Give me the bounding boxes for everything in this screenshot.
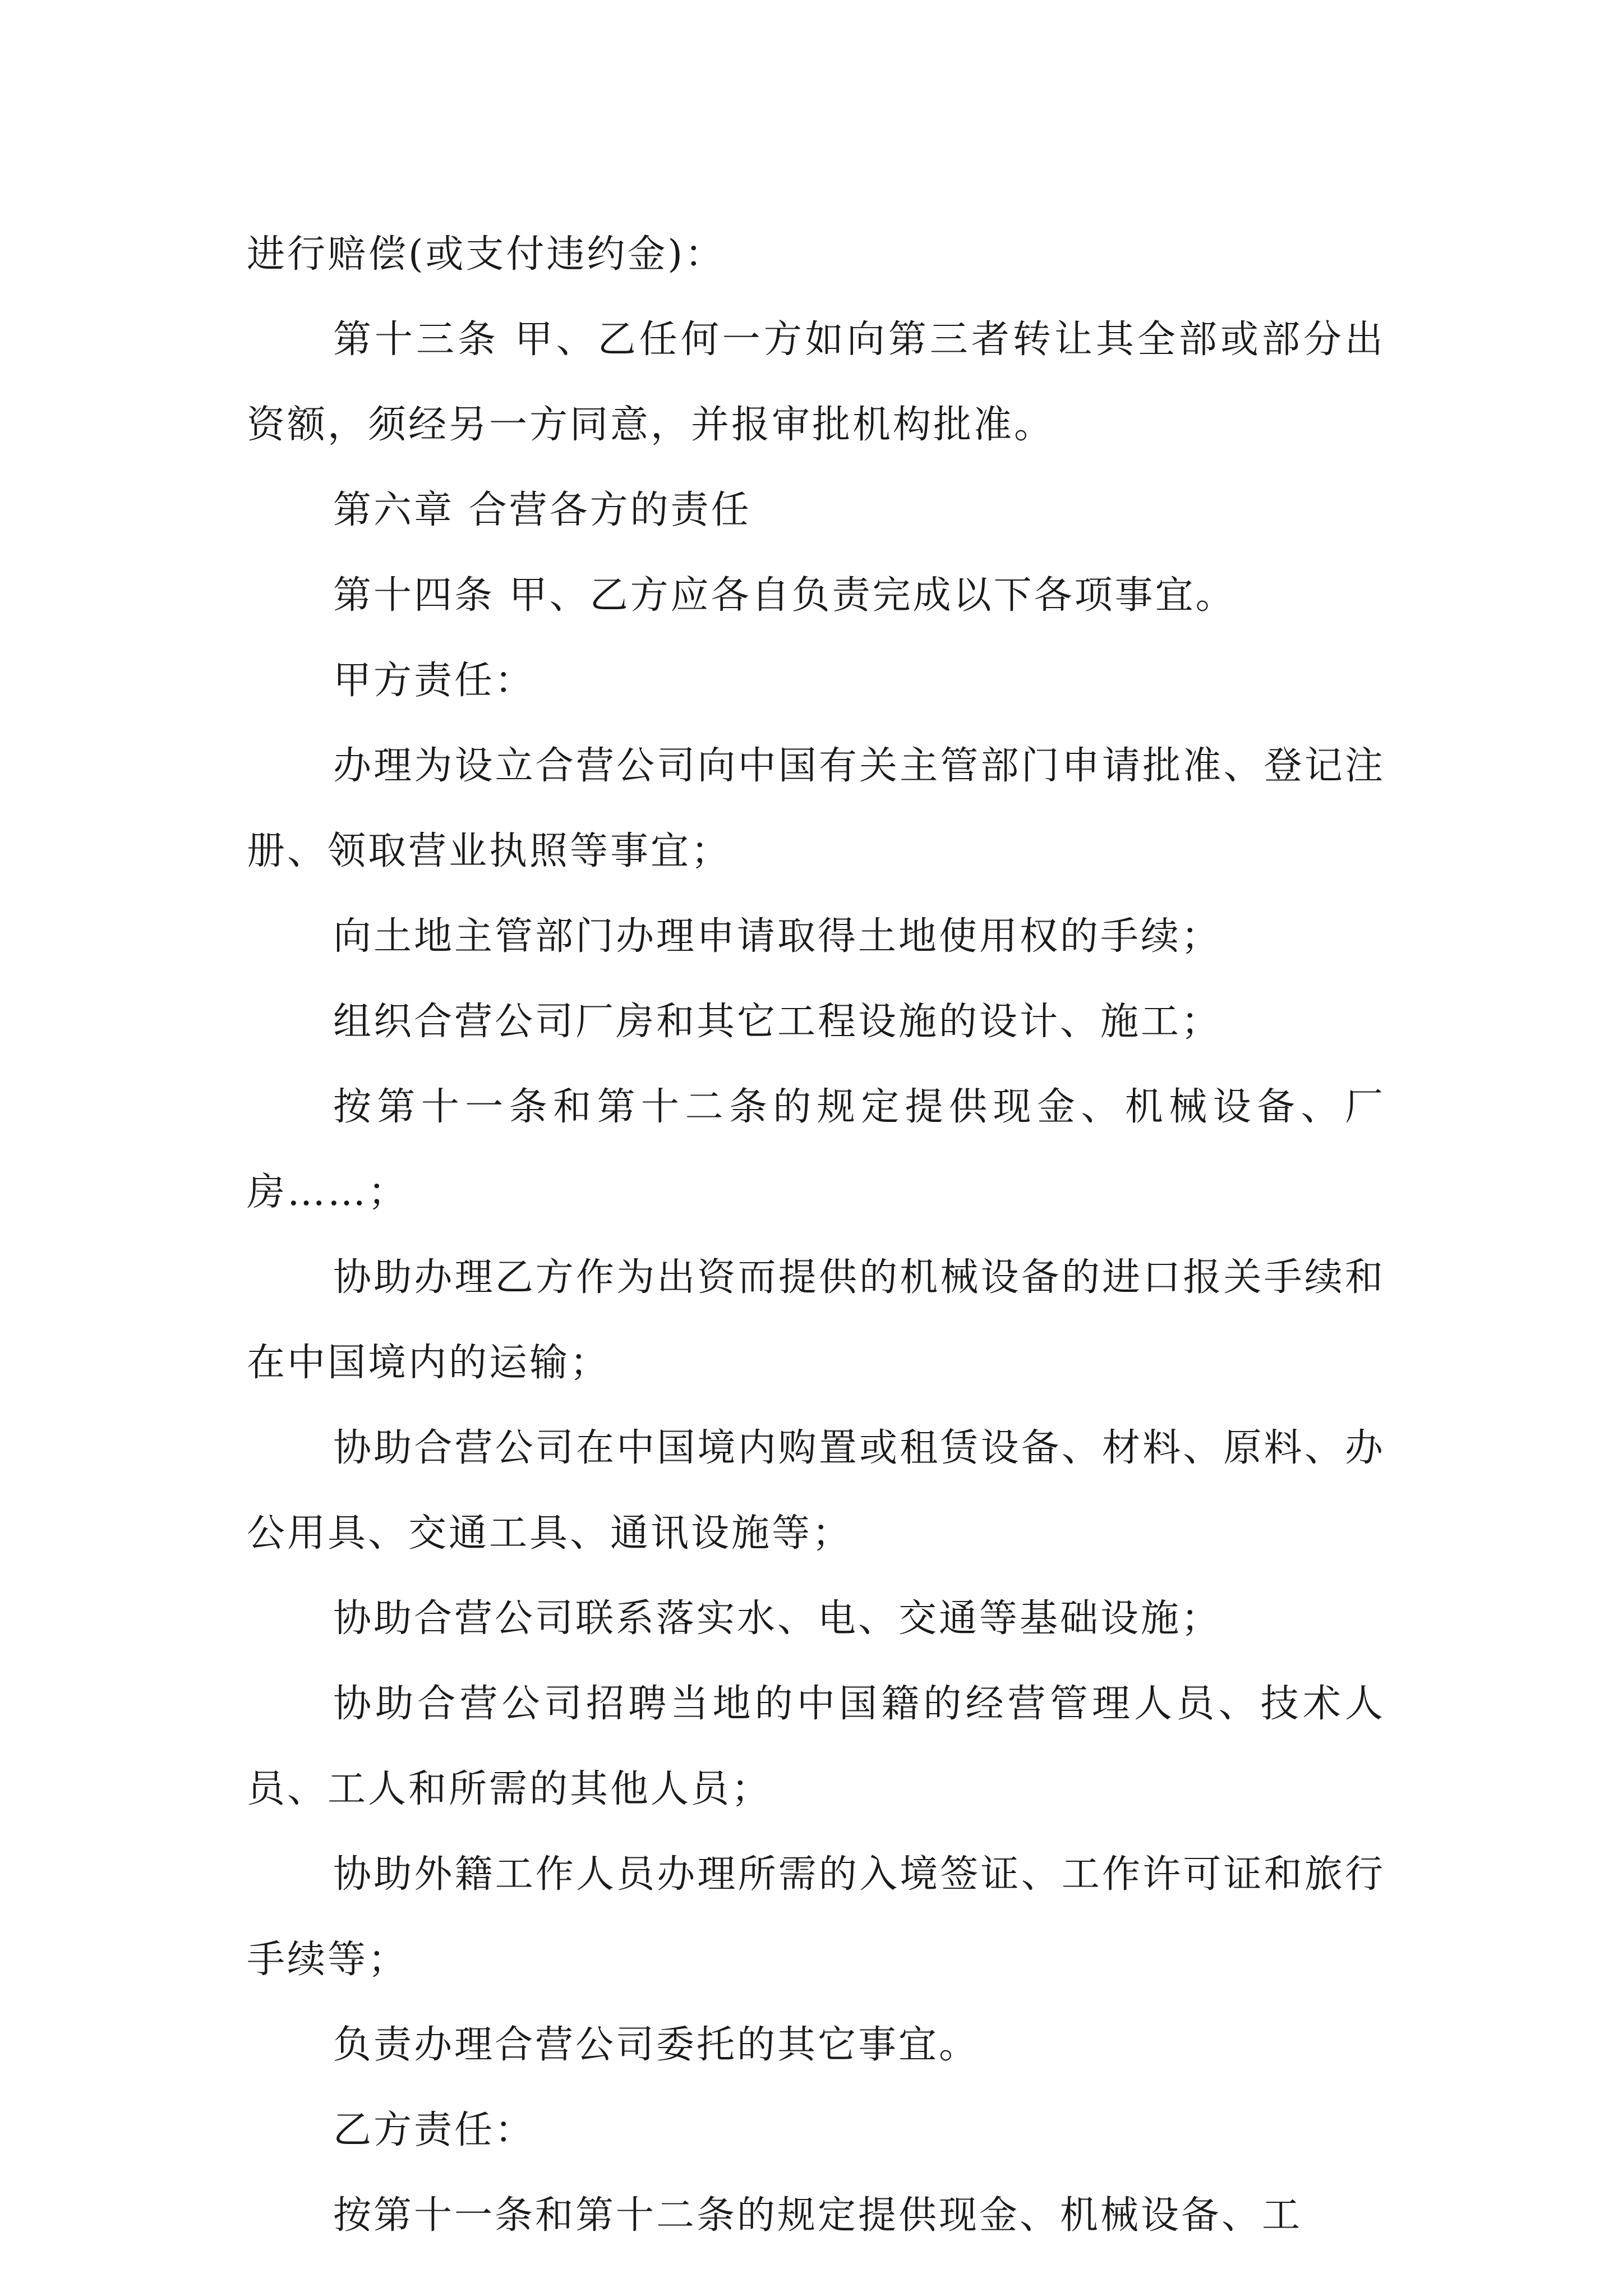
paragraph-compensation-continuation: 进行赔偿(或支付违约金)： [247, 232, 726, 277]
chapter-6-heading: 第六章 合营各方的责任 [333, 488, 751, 532]
party-a-item-infrastructure: 协助合营公司联系落实水、电、交通等基础设施； [333, 1596, 1222, 1641]
party-b-responsibilities-heading: 乙方责任： [333, 2108, 536, 2152]
party-a-item-visas: 协助外籍工作人员办理所需的入境签证、工作许可证和旅行手续等； [247, 1852, 1385, 1982]
party-a-item-construction: 组织合营公司厂房和其它工程设施的设计、施工； [333, 1000, 1222, 1044]
party-a-item-customs: 协助办理乙方作为出资而提供的机械设备的进口报关手续和在中国境内的运输； [247, 1255, 1385, 1385]
party-a-item-contribution: 按第十一条和第十二条的规定提供现金、机械设备、厂房……； [247, 1085, 1385, 1214]
party-b-item-contribution: 按第十一条和第十二条的规定提供现金、机械设备、工 [333, 2193, 1303, 2238]
paragraph-article-14: 第十四条 甲、乙方应各自负责完成以下各项事宜。 [333, 573, 1236, 618]
party-a-item-registration: 办理为设立合营公司向中国有关主管部门申请批准、登记注册、领取营业执照等事宜； [247, 744, 1385, 873]
party-a-item-other-matters: 负责办理合营公司委托的其它事宜。 [333, 2023, 980, 2067]
party-a-item-recruitment: 协助合营公司招聘当地的中国籍的经营管理人员、技术人员、工人和所需的其他人员； [247, 1682, 1385, 1811]
party-a-responsibilities-heading: 甲方责任： [333, 659, 536, 703]
party-a-item-land-use: 向土地主管部门办理申请取得土地使用权的手续； [333, 914, 1222, 959]
party-a-item-procurement: 协助合营公司在中国境内购置或租赁设备、材料、原料、办公用具、交通工具、通讯设施等； [247, 1426, 1385, 1556]
document-body [247, 212, 1385, 2258]
paragraph-article-13: 第十三条 甲、乙任何一方如向第三者转让其全部或部分出资额，须经另一方同意，并报审批机构批准。 [247, 318, 1385, 447]
